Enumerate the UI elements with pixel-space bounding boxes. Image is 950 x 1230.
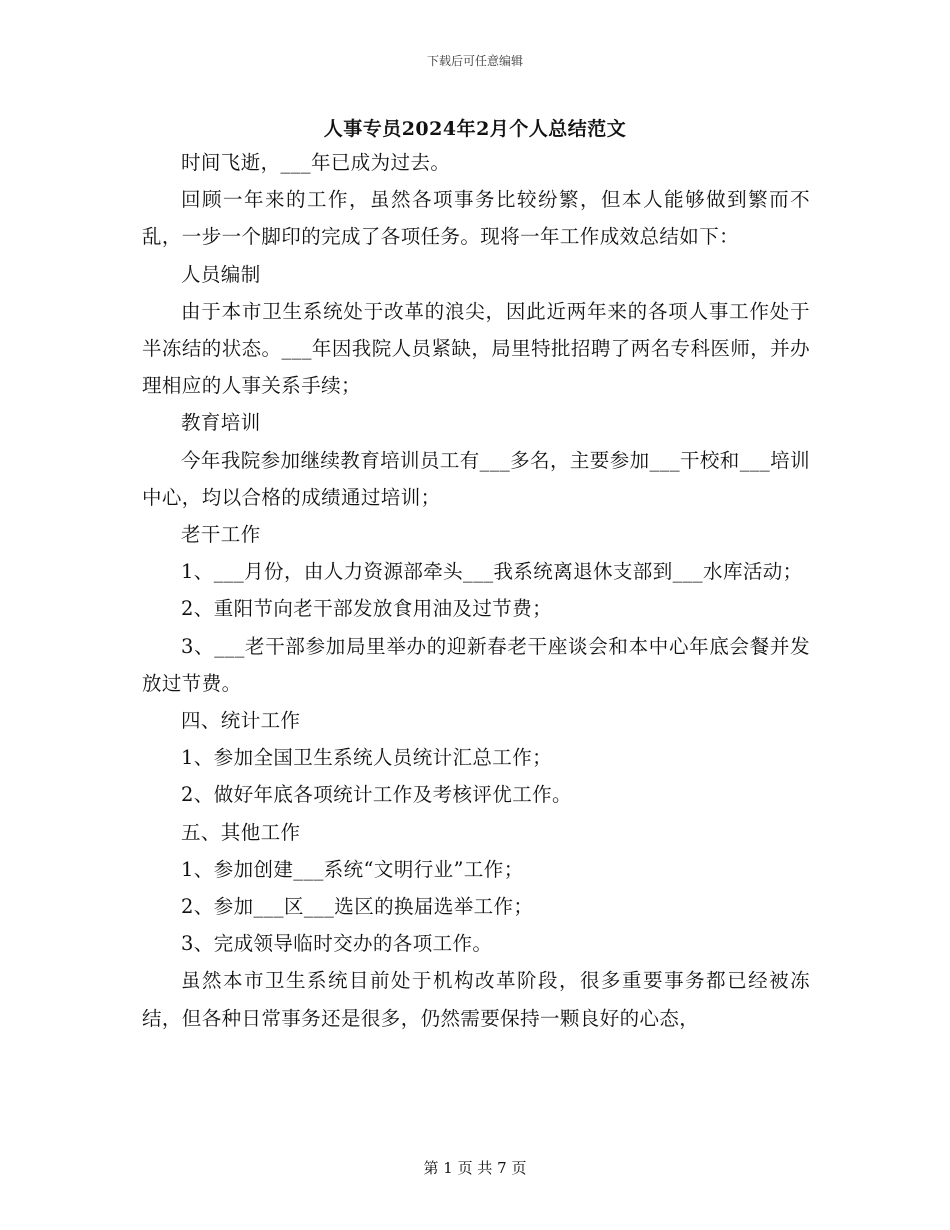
paragraph: 虽然本市卫生系统目前处于机构改革阶段，很多重要事务都已经被冻结，但各种日常事务还是很多，仍然需要保持一颗良好的心态， — [142, 969, 810, 1030]
section-heading: 五、其他工作 — [181, 820, 301, 844]
list-item: 1、参加全国卫生系统人员统计汇总工作； — [181, 746, 553, 770]
section-heading: 人员编制 — [181, 262, 261, 286]
list-item: 3、___老干部参加局里举办的迎新春老干座谈会和本中心年底会餐并发放过节费。 — [142, 634, 810, 695]
section-heading: 四、统计工作 — [181, 709, 301, 733]
paragraph: 今年我院参加继续教育培训员工有___多名，主要参加___干校和___培训中心，均以合格的成绩通过培训； — [142, 448, 810, 509]
section-heading: 教育培训 — [181, 411, 261, 435]
paragraph: 时间飞逝，___年已成为过去。 — [181, 151, 451, 174]
section-heading: 老干工作 — [181, 523, 261, 547]
paragraph: 由于本市卫生系统处于改革的浪尖，因此近两年来的各项人事工作处于半冻结的状态。___年因我院人员紧缺，局里特批招聘了两名专科医师，并办理相应的人事关系手续； — [142, 299, 810, 398]
list-item: 1、___月份，由人力资源部牵头___我系统离退休支部到___水库活动； — [181, 560, 803, 584]
list-item: 3、完成领导临时交办的各项工作。 — [181, 932, 493, 956]
list-item: 2、参加___区___选区的换届选举工作； — [181, 895, 534, 919]
page-number: 第 1 页 共 7 页 — [423, 1159, 527, 1177]
list-item: 2、做好年底各项统计工作及考核评优工作。 — [181, 783, 572, 807]
list-item: 1、参加创建___系统“文明行业”工作； — [181, 857, 524, 881]
document-body — [142, 144, 810, 1037]
page-header-note: 下载后可任意编辑 — [426, 54, 523, 68]
document-title: 人事专员2024年2月个人总结范文 — [323, 118, 627, 140]
list-item: 2、重阳节向老干部发放食用油及过节费； — [181, 597, 553, 621]
paragraph: 回顾一年来的工作，虽然各项事务比较纷繁，但本人能够做到繁而不乱，一步一个脚印的完成了各项任务。现将一年工作成效总结如下： — [142, 188, 810, 249]
